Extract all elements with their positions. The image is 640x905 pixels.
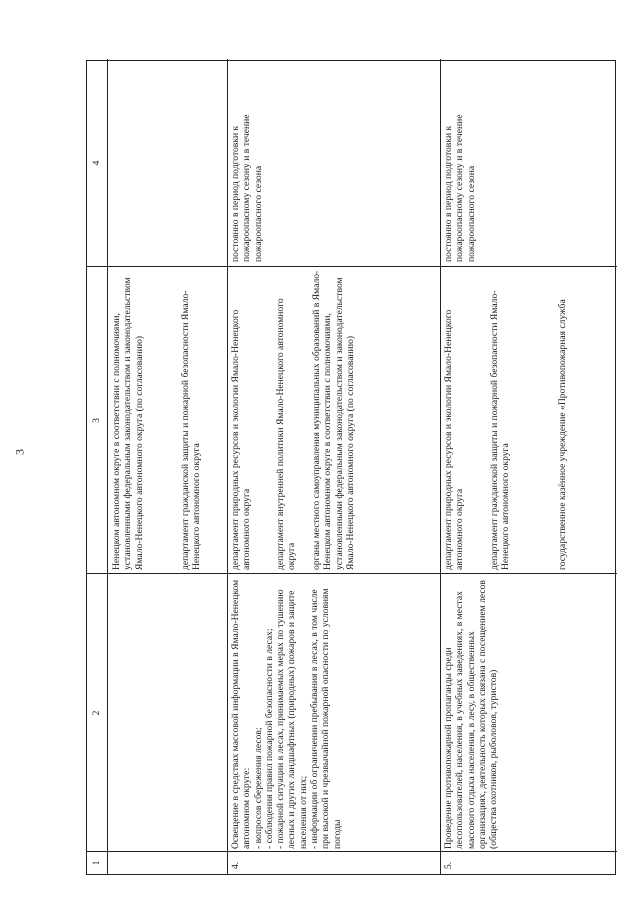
row-action: Проведение противопожарной пропаганды среди лесопользователей, населения, в учебных заведениях, в местах массового отдыха населения, в лесу, в общественных организациях, деятельность которых связана с посещением лесов (общества охотников, рыболовов, туристов) — [443, 580, 500, 849]
row-number: 4. — [230, 861, 241, 869]
header-col-action: 2 — [91, 710, 102, 716]
header-col-executor: 3 — [91, 418, 102, 423]
row-executor-part: Ненецком автономном округе в соответствии с полномочиями, установленными федеральным законодательством и законодательством Ямало-Ненецкого автономного округа (по согласованию) — [111, 277, 145, 570]
header-col-number: 1 — [91, 860, 102, 866]
row-executor-part: департамент гражданской защиты и пожарной безопасности Ямало-Ненецкого автономного округа — [489, 290, 512, 570]
row-term: постоянно в период подготовки к пожароопасному сезону и в течение пожароопасного сезона — [230, 114, 264, 262]
row-action: Освещение в средствах массовой информации в Ямало-Ненецком автономном округе: - вопросов сбережения лесов; - соблюдения правил пожарной безопасности в лесах; - пожарной ситуации в лесах, принимаемых мерах по тушению лесных и других ландшафтных (природных) пожаров и защите населения от них; - информации об ограничении пребывания в лесах, в том числе при высокой и чрезвычайной пожарной опасности по условиям погоды — [230, 579, 343, 849]
row-number: 5. — [443, 861, 454, 869]
rotated-document — [86, 60, 616, 875]
row-term: постоянно в период подготовки к пожароопасному сезону и в течение пожароопасного сезона — [443, 114, 477, 262]
row-executor-part: органы местного самоуправления муниципальных образований в Ямало-Ненецком автономном округе в соответствии с полномочиями, установленными федеральным законодательством и законодательством Ямало-Ненецкого автономного округа (по согласованию) — [311, 270, 356, 570]
row-executor-part: департамент природных ресурсов и экологии Ямало-Ненецкого автономного округа — [230, 309, 253, 570]
row-executor-part: департамент внутренней политики Ямало-Ненецкого автономного округа — [275, 298, 298, 570]
row-executor-part: департамент гражданской защиты и пожарной безопасности Ямало-Ненецкого автономного округа — [180, 290, 203, 570]
page-number: 3 — [12, 449, 27, 455]
header-col-term: 4 — [91, 160, 102, 166]
row-executor-part: департамент природных ресурсов и экологии Ямало-Ненецкого автономного округа — [443, 309, 466, 570]
row-executor-part: государственное казённое учреждение «Противопожарная служба — [557, 299, 568, 570]
measures-table — [86, 60, 616, 875]
